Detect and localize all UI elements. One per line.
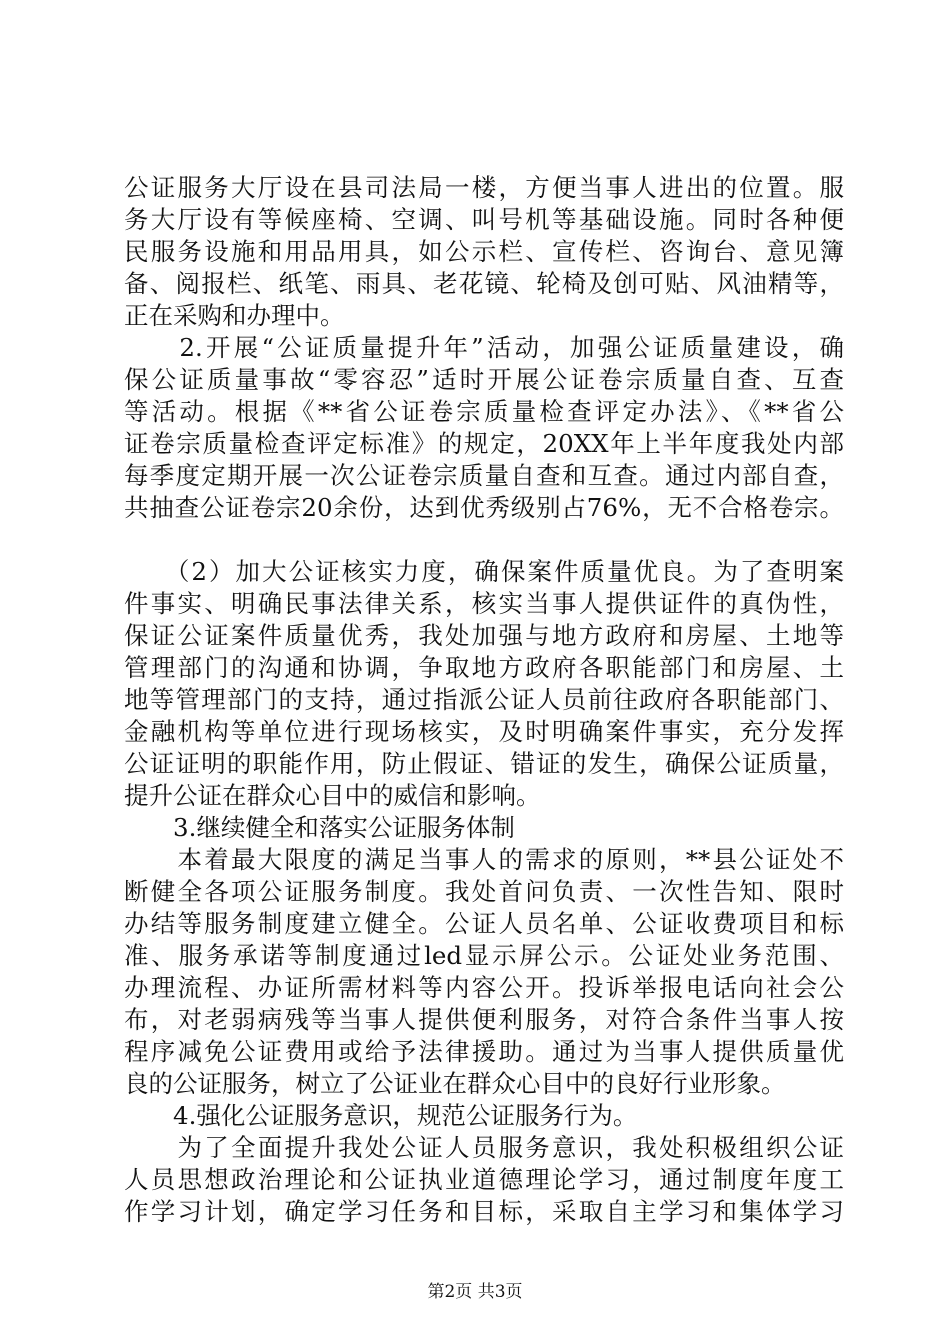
text-line: 每季度定期开展一次公证卷宗质量自查和互查。通过内部自查， [124, 461, 844, 490]
text-line: 金融机构等单位进行现场核实，及时明确案件事实，充分发挥 [124, 717, 844, 746]
section-heading: 3.继续健全和落实公证服务体制 [124, 813, 515, 842]
text-line: 公证证明的职能作用，防止假证、错证的发生，确保公证质量， [124, 749, 844, 778]
text-line: 地等管理部门的支持，通过指派公证人员前往政府各职能部门、 [124, 685, 844, 714]
text-line: 准、服务承诺等制度通过led显示屏公示。公证处业务范围、 [124, 941, 844, 970]
text-line: 办结等服务制度建立健全。公证人员名单、公证收费项目和标 [124, 909, 844, 938]
text-line: 办理流程、办证所需材料等内容公开。投诉举报电话向社会公 [124, 973, 844, 1002]
text-line: （2）加大公证核实力度，确保案件质量优良。为了查明案 [124, 557, 844, 586]
text-line: 务大厅设有等候座椅、空调、叫号机等基础设施。同时各种便 [124, 205, 844, 234]
text-line: 保证公证案件质量优秀，我处加强与地方政府和房屋、土地等 [124, 621, 844, 650]
text-line: 2.开展“公证质量提升年”活动，加强公证质量建设，确 [124, 333, 844, 362]
text-line: 管理部门的沟通和协调，争取地方政府各职能部门和房屋、土 [124, 653, 844, 682]
blank-line [124, 524, 844, 556]
text-line: 本着最大限度的满足当事人的需求的原则，**县公证处不 [124, 845, 844, 874]
text-line: 共抽查公证卷宗20余份，达到优秀级别占76%，无不合格卷宗。 [124, 493, 844, 522]
text-line: 提升公证在群众心目中的威信和影响。 [124, 781, 541, 810]
text-line: 断健全各项公证服务制度。我处首问负责、一次性告知、限时 [124, 877, 844, 906]
page-footer: 第2页 共3页 [427, 1282, 523, 1302]
text-line: 件事实、明确民事法律关系，核实当事人提供证件的真伪性， [124, 589, 844, 618]
text-line: 等活动。根据《**省公证卷宗质量检查评定办法》、《**省公 [124, 397, 844, 426]
text-line: 作学习计划，确定学习任务和目标，采取自主学习和集体学习 [124, 1197, 844, 1226]
text-line: 人员思想政治理论和公证执业道德理论学习，通过制度年度工 [124, 1165, 844, 1194]
text-line: 公证服务大厅设在县司法局一楼，方便当事人进出的位置。服 [124, 173, 844, 202]
text-line: 程序减免公证费用或给予法律援助。通过为当事人提供质量优 [124, 1037, 844, 1066]
text-line: 证卷宗质量检查评定标准》的规定，20XX年上半年度我处内部 [124, 429, 844, 458]
text-line: 民服务设施和用品用具，如公示栏、宣传栏、咨询台、意见簿 [124, 237, 844, 266]
text-line: 保公证质量事故“零容忍”适时开展公证卷宗质量自查、互查 [124, 365, 844, 394]
text-line: 为了全面提升我处公证人员服务意识，我处积极组织公证 [124, 1133, 844, 1162]
text-line: 正在采购和办理中。 [124, 301, 345, 330]
text-line: 备、阅报栏、纸笔、雨具、老花镜、轮椅及创可贴、风油精等， [124, 269, 844, 298]
text-line: 良的公证服务，树立了公证业在群众心目中的良好行业形象。 [124, 1069, 786, 1098]
document-body [124, 172, 844, 1228]
text-line: 布，对老弱病残等当事人提供便利服务，对符合条件当事人按 [124, 1005, 844, 1034]
section-heading: 4.强化公证服务意识，规范公证服务行为。 [124, 1101, 638, 1130]
